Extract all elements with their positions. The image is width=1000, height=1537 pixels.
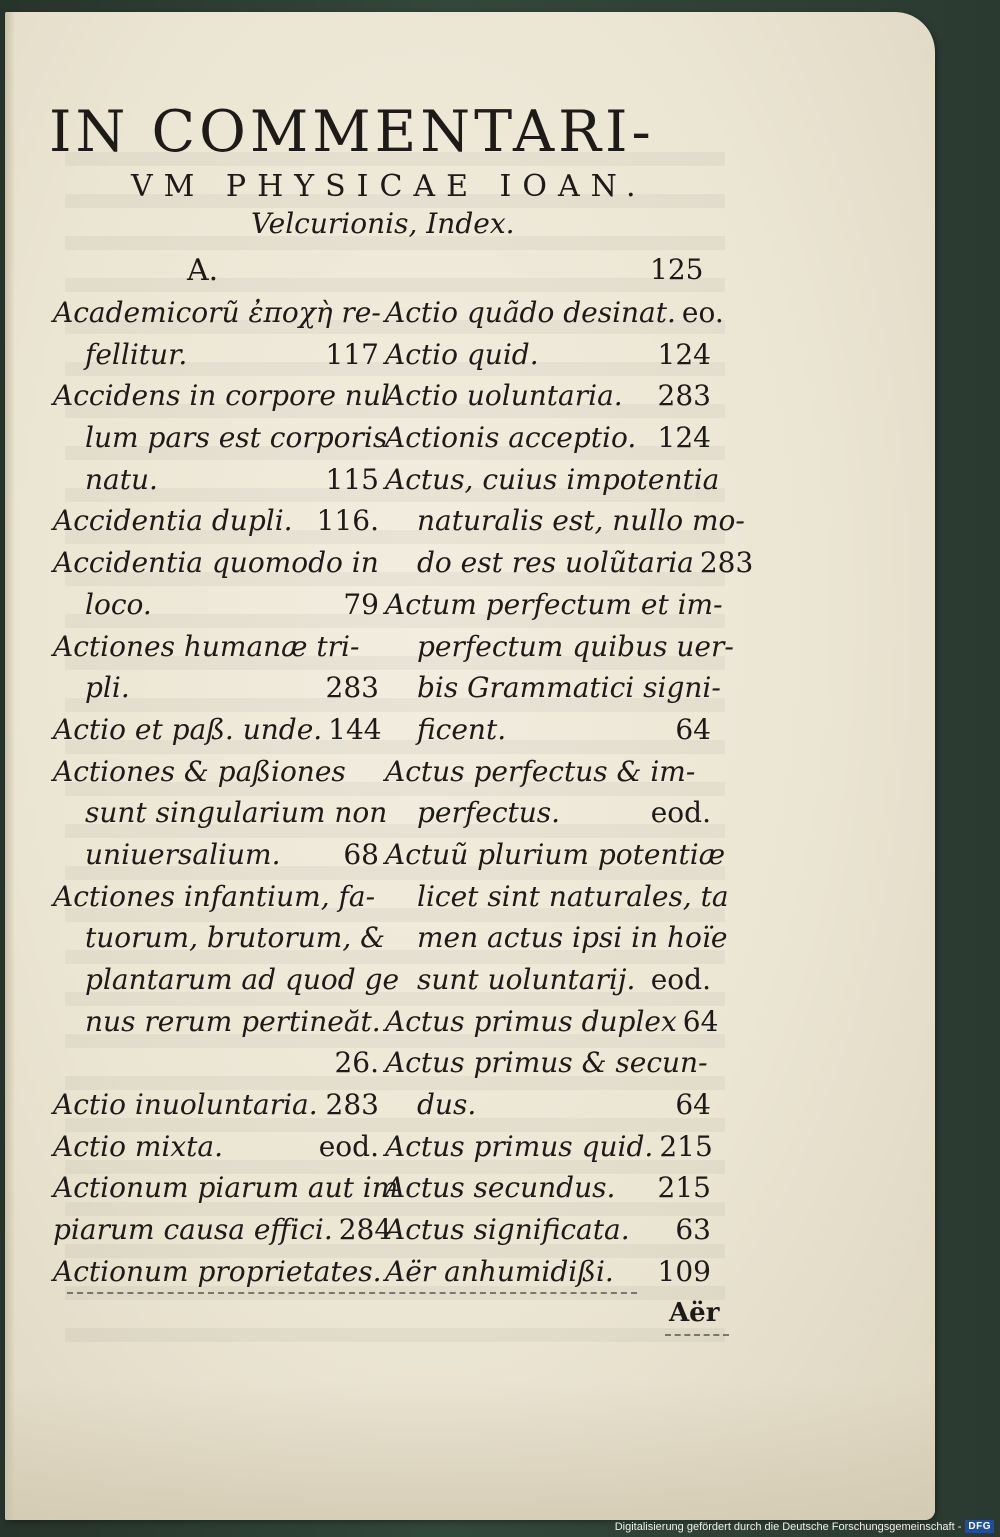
entry-page-reference: 283 [325,1088,379,1122]
right-column-entry [385,876,729,918]
dfg-logo: DFG [965,1520,994,1533]
entry-page-reference: 26. [334,1046,379,1080]
entry-page-reference: eo. [681,296,724,329]
entry-text: men actus ipsi in hoïe [417,921,728,955]
left-column-entry [53,1167,399,1209]
entry-text: pli. [85,671,130,705]
entry-text: dus. [417,1088,477,1122]
section-letter: A. [187,253,219,288]
entry-text: Actio quãdo desinat. [385,296,676,329]
right-column-entry [385,751,711,793]
left-column-entry [53,375,390,417]
right-column-entry [385,709,711,751]
entry-text: Actuũ plurium potentiæ [385,837,726,871]
book-page [5,12,935,1520]
entry-text: do est res uolũtaria [417,546,694,580]
entry-text: Actiones infantium, fa- [53,879,376,913]
right-column-entry [385,375,711,417]
running-title-line-3: Velcurionis, Index. [251,207,515,240]
entry-text: Actum perfectum et im- [385,587,723,621]
entry-page-reference: 215 [659,1129,713,1163]
entry-page-reference: 64 [675,1088,711,1122]
entry-text: sunt uoluntarij. [417,963,636,996]
right-column-entry [385,542,754,584]
right-column-entry [385,792,711,834]
entry-text: nus rerum pertineăt. [85,1004,381,1038]
entry-page-reference: 64 [682,1004,719,1038]
running-title-line-1: IN COMMENTARI- [49,99,655,165]
left-column-entry [53,751,379,793]
catchword-rule [665,1334,729,1336]
right-column-entry [385,1209,711,1251]
right-column-entry [385,1126,711,1168]
entry-text: plantarum ad quod ge [85,963,400,996]
page-lower-shade [5,1380,935,1520]
entry-text: Actus primus duplex [385,1004,677,1038]
entry-text: natu. [85,462,158,496]
left-column-entry [53,1042,379,1084]
entry-text: sunt singularium non [85,796,388,830]
entry-text: Actionum proprietates. [53,1254,382,1288]
index-column-left [53,292,400,1293]
page-gutter-shadow [5,12,15,1520]
entry-text: Aër anhumidißi. [385,1254,614,1288]
left-column-entry [53,1209,393,1251]
right-column-entry [385,667,721,709]
entry-text: ficent. [417,712,507,746]
left-column-entry [53,667,379,709]
left-column-entry [53,1001,379,1043]
entry-text: licet sint naturales, ta [417,879,729,913]
right-column-entry [385,459,720,501]
entry-text: tuorum, brutorum, & [85,921,386,955]
entry-text: Accidentia dupli. [53,504,293,538]
index-column-right [385,292,754,1293]
left-column-entry [53,1126,379,1168]
entry-page-reference: 116. [316,504,379,538]
entry-text: Actus significata. [385,1213,630,1247]
entry-text: Actionis acceptio. [385,421,637,455]
entry-text: Actio mixta. [53,1129,224,1163]
left-column-entry [53,1084,379,1126]
entry-text: uniuersalium. [85,837,281,871]
entry-text: Actio et paß. unde. [53,712,323,746]
entry-text: piarum causa effici. [53,1213,333,1247]
right-column-entry [385,292,724,334]
entry-page-reference: eod. [650,796,711,830]
entry-page-reference: eod. [650,963,711,996]
entry-text: perfectus. [417,796,561,830]
catchword: Aër [669,1298,720,1328]
entry-page-reference: 109 [657,1254,711,1288]
right-column-entry [385,834,726,876]
entry-page-reference: 64 [675,712,711,746]
bottom-rule [67,1292,637,1294]
credit-text: Digitalisierung gefördert durch die Deutsche Forschungsgemeinschaft - [614,1520,962,1533]
left-column-entry [53,459,379,501]
entry-text: Actionum piarum aut im [53,1171,399,1205]
entry-text: Actus secundus. [385,1171,616,1205]
entry-text: loco. [85,587,152,621]
running-title-line-2: VM PHYSICAE IOAN. [131,169,647,204]
entry-page-reference: 144 [328,712,382,746]
entry-text: Accidentia quomodo in [53,546,379,580]
entry-page-reference: 284 [338,1213,393,1247]
entry-page-reference: 283 [699,546,754,580]
right-column-entry [385,334,711,376]
entry-text: naturalis est, nullo mo- [417,504,745,538]
left-column-entry [53,959,400,1001]
left-column-entry [53,834,379,876]
entry-text: Actio uoluntaria. [385,379,623,413]
entry-text: Actus perfectus & im- [385,754,696,788]
entry-text: perfectum quibus uer- [417,629,734,663]
left-column-entry [53,334,379,376]
entry-page-reference: 215 [657,1171,711,1205]
right-column-entry [385,1084,711,1126]
entry-text: lum pars est corporis [85,421,388,455]
entry-text: Actiones & paßiones [53,754,346,788]
left-column-entry [53,292,379,334]
left-column-entry [53,876,379,918]
right-column-entry [385,1251,711,1293]
entry-page-reference: 124 [657,337,711,371]
left-column-entry [53,584,379,626]
digitization-credit [615,1520,994,1533]
entry-text: Actio quid. [385,337,539,371]
entry-text: Actus primus & secun- [385,1046,708,1080]
entry-page-reference: 63 [675,1213,711,1247]
entry-page-reference: 79 [343,587,379,621]
entry-page-reference: 68 [343,837,379,871]
left-column-entry [53,792,388,834]
entry-page-reference: 124 [657,421,711,455]
entry-page-reference: 283 [325,671,379,705]
entry-page-reference: 115 [325,462,379,496]
right-column-entry [385,1001,719,1043]
left-column-entry [53,500,379,542]
left-column-entry [53,1251,382,1293]
left-column-entry [53,626,379,668]
right-column-entry [385,959,711,1001]
right-column-entry [385,917,728,959]
entry-text: Actus, cuius impotentia [385,462,720,496]
right-column-entry [385,626,734,668]
entry-text: Actus primus quid. [385,1129,654,1163]
entry-page-reference: 117 [325,337,379,371]
left-column-entry [53,417,388,459]
entry-text: Actiones humanæ tri- [53,629,360,663]
entry-page-reference: 283 [657,379,711,413]
right-column-entry [385,1042,711,1084]
entry-text: fellitur. [85,337,188,371]
entry-text: Actio inuoluntaria. [53,1088,318,1122]
entry-page-reference: eod. [318,1129,379,1163]
left-column-entry [53,709,382,751]
entry-text: Academicorũ ἐποχὴ re- [53,296,381,329]
left-column-entry [53,542,379,584]
right-column-entry [385,500,745,542]
entry-text: Accidens in corpore nul [53,379,390,413]
entry-text: bis Grammatici signi- [417,671,721,705]
right-column-entry [385,417,711,459]
right-column-entry [385,1167,711,1209]
right-column-entry [385,584,723,626]
first-page-reference: 125 [650,253,704,286]
left-column-entry [53,917,386,959]
